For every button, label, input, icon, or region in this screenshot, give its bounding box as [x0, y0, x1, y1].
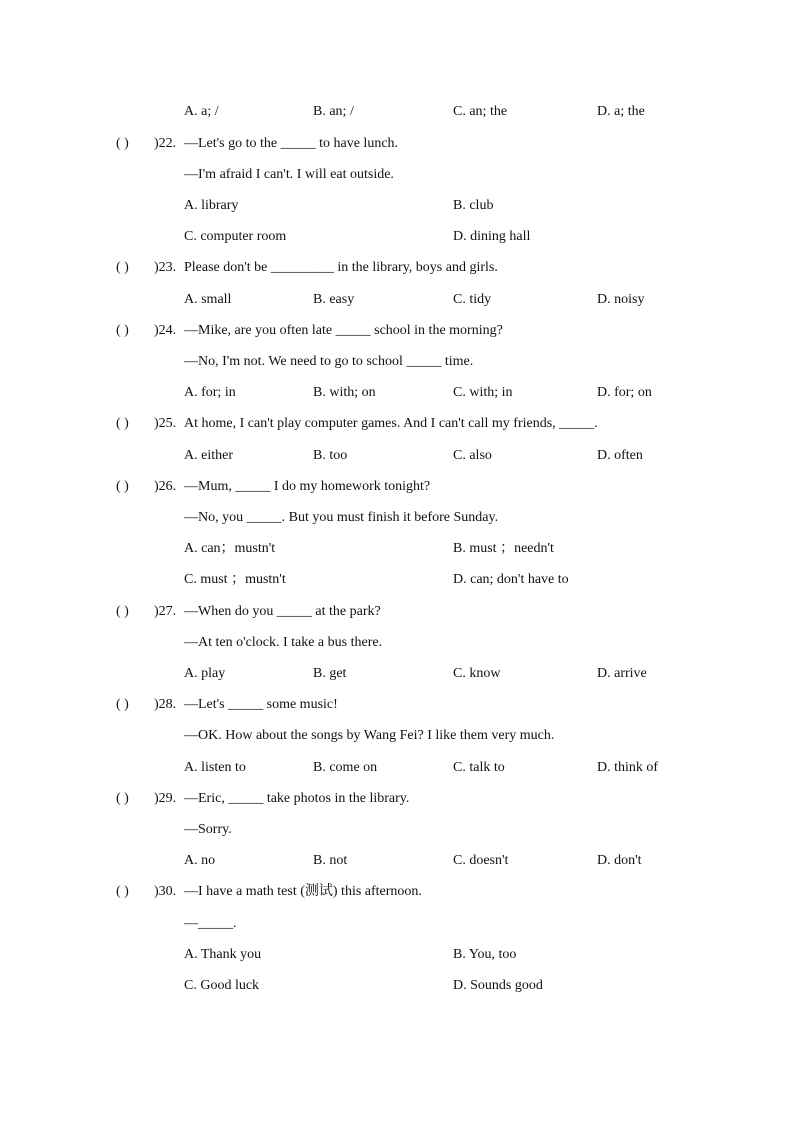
- q25-option-c: C. also: [453, 448, 492, 463]
- question-line: —Eric, _____ take photos in the library.: [184, 791, 410, 806]
- q28-option-d: D. think of: [597, 760, 659, 775]
- question-line: Please don't be _________ in the library, boys and girls.: [184, 260, 498, 275]
- q22-option-b: B. club: [453, 198, 494, 213]
- q24-option-c: C. with; in: [453, 385, 513, 400]
- q25-option-b: B. too: [313, 448, 348, 463]
- question-line: —Mike, are you often late _____ school in the morning?: [184, 323, 503, 338]
- q21-option-c: C. an; the: [453, 104, 508, 119]
- q26-option-a: A. can；mustn't: [184, 541, 276, 556]
- q24-option-b: B. with; on: [313, 385, 376, 400]
- question-line: —_____.: [184, 916, 237, 931]
- question-line: —Mum, _____ I do my homework tonight?: [184, 479, 431, 494]
- q29-option-c: C. doesn't: [453, 853, 509, 868]
- q30-option-c: C. Good luck: [184, 978, 260, 993]
- question-number: )25.: [154, 416, 177, 431]
- q26-option-b: B. must ；needn't: [453, 541, 554, 556]
- answer-bracket: ( ): [116, 479, 129, 494]
- q22-option-a: A. library: [184, 198, 239, 213]
- q24-option-d: D. for; on: [597, 385, 652, 400]
- question-line: —OK. How about the songs by Wang Fei? I like them very much.: [184, 728, 555, 743]
- question-line: At home, I can't play computer games. And I can't call my friends, _____.: [184, 416, 598, 431]
- answer-bracket: ( ): [116, 697, 129, 712]
- q29-option-d: D. don't: [597, 853, 642, 868]
- q21-option-a: A. a; /: [184, 104, 219, 119]
- q23-option-c: C. tidy: [453, 292, 492, 307]
- question-number: )29.: [154, 791, 177, 806]
- q27-option-a: A. play: [184, 666, 226, 681]
- question-line: —When do you _____ at the park?: [184, 604, 381, 619]
- q25-option-a: A. either: [184, 448, 233, 463]
- answer-bracket: ( ): [116, 260, 129, 275]
- question-line: —I have a math test (测试) this afternoon.: [184, 884, 422, 899]
- answer-bracket: ( ): [116, 136, 129, 151]
- q23-option-b: B. easy: [313, 292, 355, 307]
- q21-option-d: D. a; the: [597, 104, 645, 119]
- question-number: )26.: [154, 479, 177, 494]
- question-number: )24.: [154, 323, 177, 338]
- question-line: —Let's _____ some music!: [184, 697, 338, 712]
- question-number: )30.: [154, 884, 177, 899]
- q26-option-d: D. can; don't have to: [453, 572, 569, 587]
- answer-bracket: ( ): [116, 791, 129, 806]
- answer-bracket: ( ): [116, 416, 129, 431]
- q23-option-d: D. noisy: [597, 292, 645, 307]
- q28-option-c: C. talk to: [453, 760, 505, 775]
- question-number: )27.: [154, 604, 177, 619]
- question-line: —Sorry.: [184, 822, 232, 837]
- q22-option-c: C. computer room: [184, 229, 287, 244]
- q22-option-d: D. dining hall: [453, 229, 531, 244]
- q28-option-b: B. come on: [313, 760, 378, 775]
- question-line: —Let's go to the _____ to have lunch.: [184, 136, 399, 151]
- q26-option-c: C. must ；mustn't: [184, 572, 286, 587]
- question-line: —I'm afraid I can't. I will eat outside.: [184, 167, 394, 182]
- q23-option-a: A. small: [184, 292, 232, 307]
- question-line: —At ten o'clock. I take a bus there.: [184, 635, 383, 650]
- q21-option-b: B. an; /: [313, 104, 354, 119]
- q30-option-b: B. You, too: [453, 947, 517, 962]
- answer-bracket: ( ): [116, 604, 129, 619]
- question-number: )22.: [154, 136, 177, 151]
- question-line: —No, you _____. But you must finish it before Sunday.: [184, 510, 499, 525]
- q29-option-b: B. not: [313, 853, 348, 868]
- q30-option-a: A. Thank you: [184, 947, 262, 962]
- q29-option-a: A. no: [184, 853, 216, 868]
- answer-bracket: ( ): [116, 884, 129, 899]
- q25-option-d: D. often: [597, 448, 643, 463]
- question-number: )23.: [154, 260, 177, 275]
- answer-bracket: ( ): [116, 323, 129, 338]
- q27-option-b: B. get: [313, 666, 347, 681]
- question-number: )28.: [154, 697, 177, 712]
- q30-option-d: D. Sounds good: [453, 978, 543, 993]
- q28-option-a: A. listen to: [184, 760, 246, 775]
- question-line: —No, I'm not. We need to go to school _____ time.: [184, 354, 474, 369]
- q27-option-c: C. know: [453, 666, 501, 681]
- q24-option-a: A. for; in: [184, 385, 236, 400]
- q27-option-d: D. arrive: [597, 666, 647, 681]
